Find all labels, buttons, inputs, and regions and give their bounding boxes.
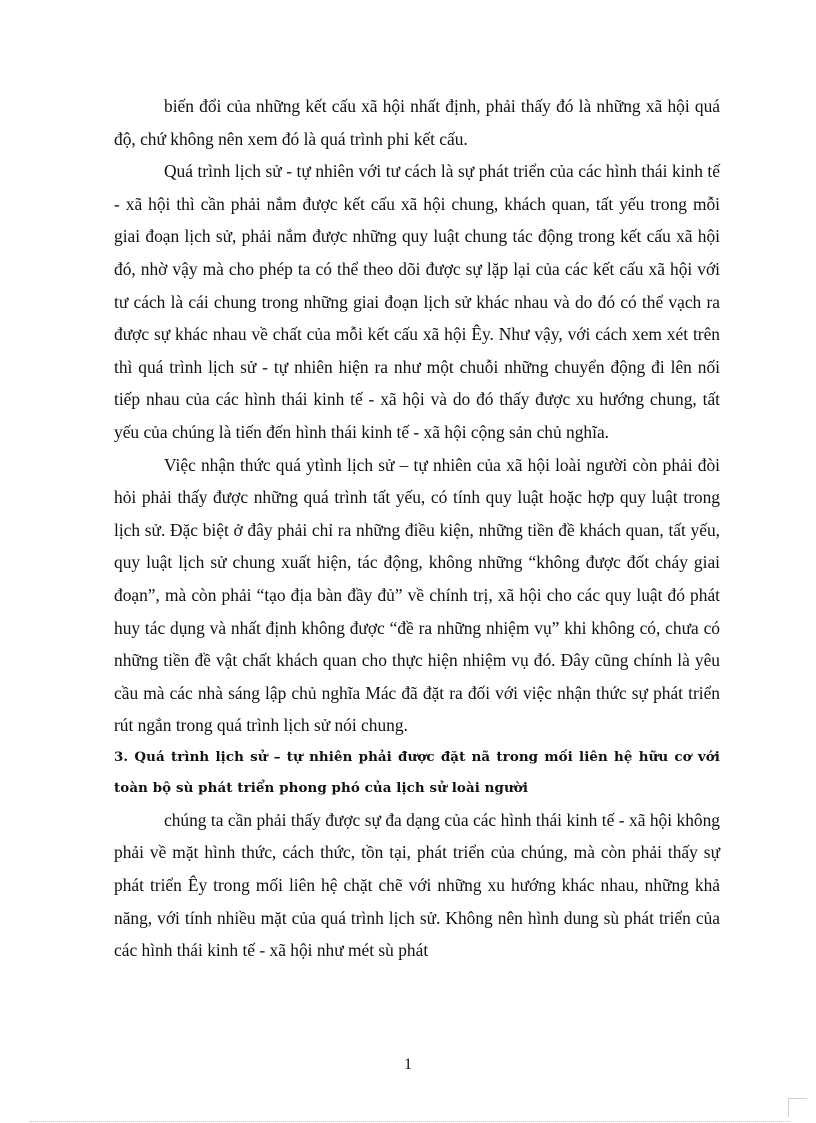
paragraph-continuation: biến đổi của những kết cấu xã hội nhất định, phải thấy đó là những xã hội quá độ, chứ không nên xem đó là quá trình phi kết cấu. xyxy=(114,96,720,149)
section-heading: 3. Quá trình lịch sử – tự nhiên phải được đặt nã trong mối liên hệ hữu cơ với toàn bộ sù phát triển phong phó của lịch sử loài người xyxy=(114,748,720,796)
document-body xyxy=(114,90,720,967)
page-corner-mark xyxy=(788,1098,807,1117)
paragraph-historical-process: Quá trình lịch sử - tự nhiên với tư cách là sự phát triển của các hình thái kinh tế - xã hội thì cần phải nắm được kết cấu xã hội chung, khách quan, tất yếu trong mỗi giai đoạn lịch sử, phải nắm được những quy luật chung tác động trong kết cấu xã hội đó, nhờ vậy mà cho phép ta có thể theo dõi được sự lặp lại của các kết cấu xã hội với tư cách là cái chung trong những giai đoạn lịch sử khác nhau và do đó có thể vạch ra được sự khác nhau về chất của mỗi kết cấu xã hội Êy. Như vậy, với cách xem xét trên thì quá trình lịch sử - tự nhiên hiện ra như một chuỗi những chuyển động đi lên nối tiếp nhau của các hình thái kinh tế - xã hội và do đó thấy được xu hướng chung, tất yếu của chúng là tiến đến hình thái kinh tế - xã hội cộng sản chủ nghĩa. xyxy=(114,161,720,442)
page-number: 1 xyxy=(404,1056,412,1073)
paragraph-diversity: chúng ta cần phải thấy được sự đa dạng của các hình thái kinh tế - xã hội không phải về mặt hình thức, cách thức, tồn tại, phát triển của chúng, mà còn phải thấy sự phát triển Êy trong mối liên hệ chặt chẽ với những xu hướng khác nhau, những khả năng, với tính nhiều mặt của quá trình lịch sử. Không nên hình dung sù phát triển của các hình thái kinh tế - xã hội như mét sù phát xyxy=(114,809,720,961)
paragraph-cognition: Việc nhận thức quá ytình lịch sử – tự nhiên của xã hội loài người còn phải đòi hỏi phải thấy được những quá trình tất yếu, có tính quy luật hoặc hợp quy luật trong lịch sử. Đặc biệt ở đây phải chỉ ra những điều kiện, những tiền đề khách quan, tất yếu, quy luật lịch sử chung xuất hiện, tác động, không những “không được đốt cháy giai đoạn”, mà còn phải “tạo địa bàn đầy đủ” về chính trị, xã hội cho các quy luật đó phát huy tác dụng và nhất định không được “đề ra những nhiệm vụ” khi không có, chưa có những tiền đề vật chất khách quan cho thực hiện nhiệm vụ đó. Đây cũng chính là yêu cầu mà các nhà sáng lập chủ nghĩa Mác đã đặt ra đối với việc nhận thức sự phát triển rút ngắn trong quá trình lịch sử nói chung. xyxy=(114,454,720,736)
footer-dotted-rule xyxy=(30,1121,790,1122)
